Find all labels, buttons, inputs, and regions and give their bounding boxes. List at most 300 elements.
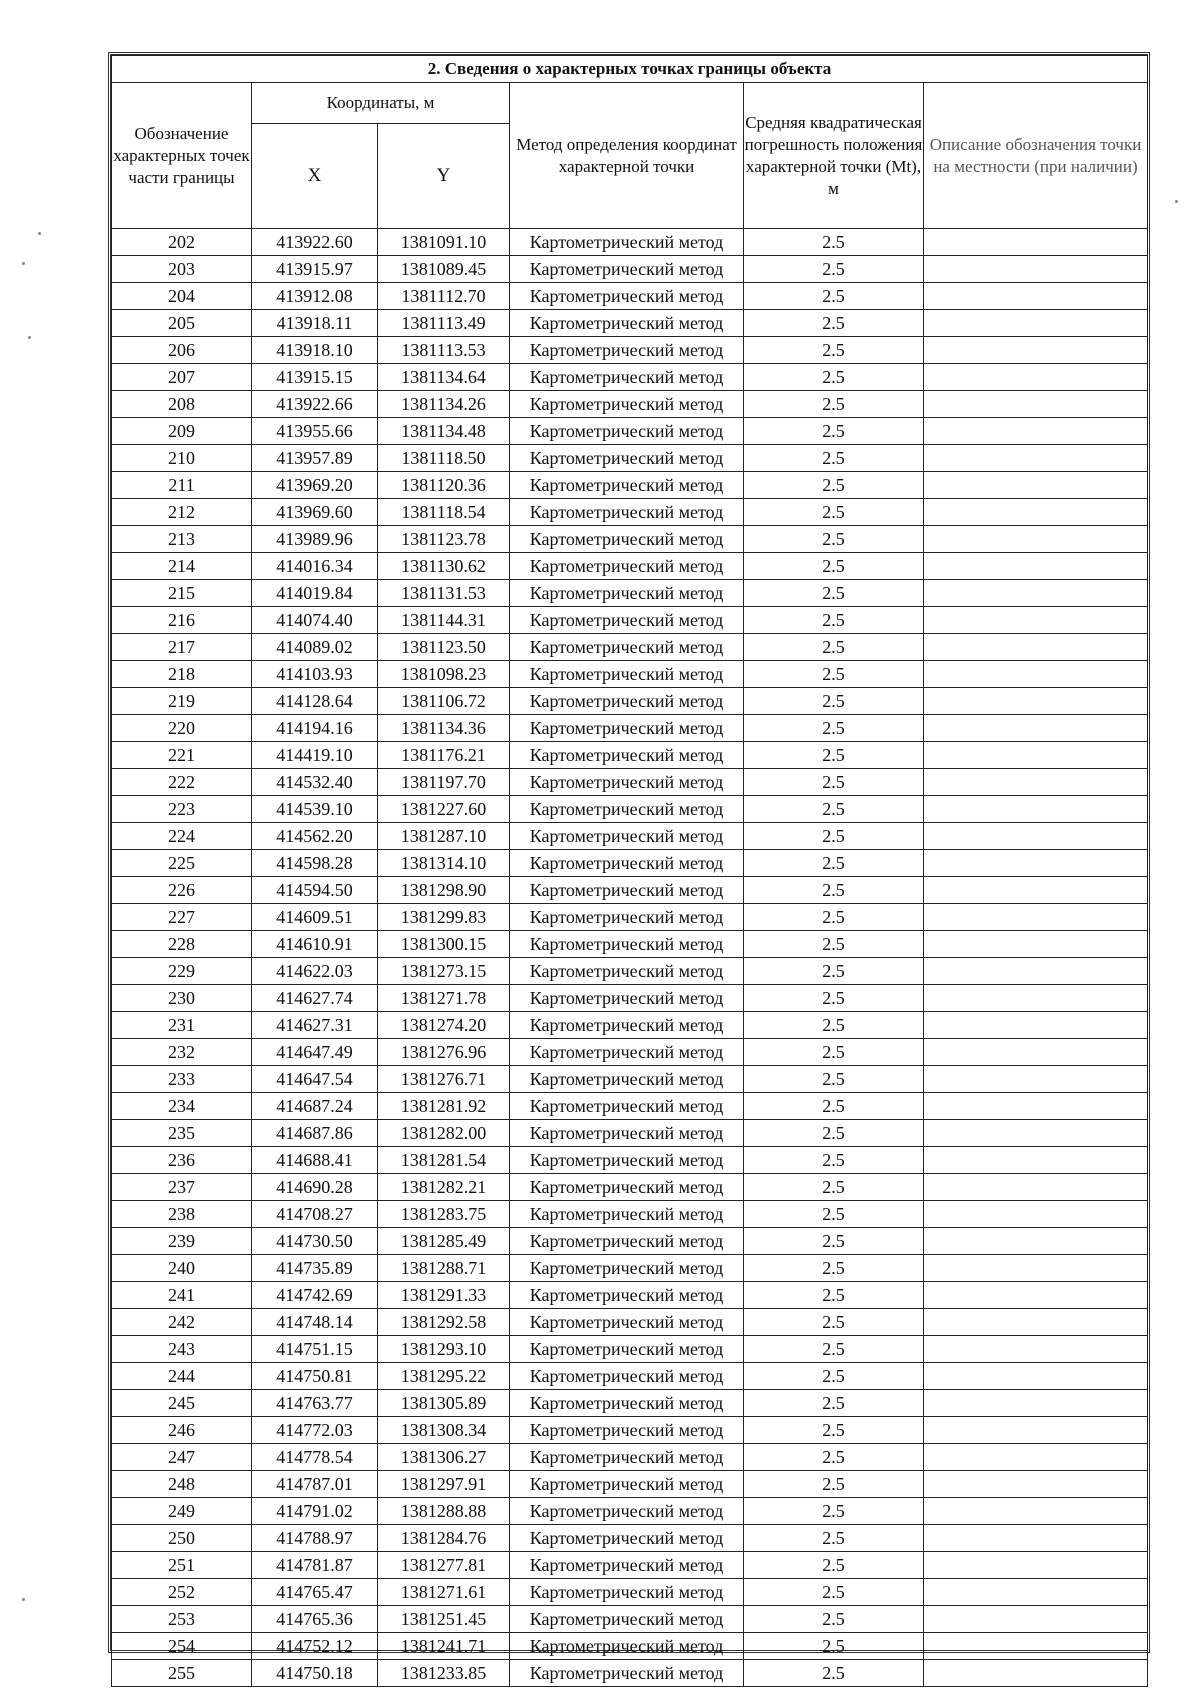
table-row bbox=[112, 1390, 1148, 1417]
method-cell: Картометрический метод bbox=[510, 1471, 744, 1498]
table-row bbox=[112, 850, 1148, 877]
y-coordinate-cell: 1381134.64 bbox=[378, 364, 510, 391]
x-coordinate-cell: 414788.97 bbox=[252, 1525, 378, 1552]
method-cell: Картометрический метод bbox=[510, 580, 744, 607]
method-cell: Картометрический метод bbox=[510, 1525, 744, 1552]
y-coordinate-cell: 1381295.22 bbox=[378, 1363, 510, 1390]
description-cell bbox=[924, 607, 1148, 634]
y-coordinate-cell: 1381118.54 bbox=[378, 499, 510, 526]
method-cell: Картометрический метод bbox=[510, 769, 744, 796]
method-cell: Картометрический метод bbox=[510, 1228, 744, 1255]
point-number-cell: 219 bbox=[112, 688, 252, 715]
point-number-cell: 233 bbox=[112, 1066, 252, 1093]
method-cell: Картометрический метод bbox=[510, 985, 744, 1012]
y-coordinate-cell: 1381276.96 bbox=[378, 1039, 510, 1066]
description-cell bbox=[924, 1120, 1148, 1147]
point-number-cell: 207 bbox=[112, 364, 252, 391]
y-coordinate-cell: 1381288.88 bbox=[378, 1498, 510, 1525]
y-coordinate-cell: 1381233.85 bbox=[378, 1660, 510, 1687]
x-coordinate-cell: 414627.74 bbox=[252, 985, 378, 1012]
accuracy-cell: 2.5 bbox=[744, 1066, 924, 1093]
accuracy-cell: 2.5 bbox=[744, 823, 924, 850]
table-row bbox=[112, 1174, 1148, 1201]
x-coordinate-cell: 414610.91 bbox=[252, 931, 378, 958]
description-cell bbox=[924, 1471, 1148, 1498]
method-cell: Картометрический метод bbox=[510, 256, 744, 283]
accuracy-cell: 2.5 bbox=[744, 1390, 924, 1417]
description-cell bbox=[924, 1363, 1148, 1390]
table-row bbox=[112, 445, 1148, 472]
method-cell: Картометрический метод bbox=[510, 391, 744, 418]
x-coordinate-cell: 414781.87 bbox=[252, 1552, 378, 1579]
table-row bbox=[112, 931, 1148, 958]
accuracy-cell: 2.5 bbox=[744, 229, 924, 256]
header-designation: Обозначение характерных точек части границы bbox=[112, 83, 252, 229]
point-number-cell: 229 bbox=[112, 958, 252, 985]
x-coordinate-cell: 414772.03 bbox=[252, 1417, 378, 1444]
table-row bbox=[112, 1633, 1148, 1660]
y-coordinate-cell: 1381113.53 bbox=[378, 337, 510, 364]
description-cell bbox=[924, 229, 1148, 256]
scan-mark bbox=[28, 336, 31, 339]
accuracy-cell: 2.5 bbox=[744, 904, 924, 931]
method-cell: Картометрический метод bbox=[510, 1147, 744, 1174]
description-cell bbox=[924, 688, 1148, 715]
table-row bbox=[112, 391, 1148, 418]
accuracy-cell: 2.5 bbox=[744, 526, 924, 553]
y-coordinate-cell: 1381273.15 bbox=[378, 958, 510, 985]
point-number-cell: 240 bbox=[112, 1255, 252, 1282]
accuracy-cell: 2.5 bbox=[744, 1363, 924, 1390]
accuracy-cell: 2.5 bbox=[744, 1282, 924, 1309]
table-row bbox=[112, 1201, 1148, 1228]
method-cell: Картометрический метод bbox=[510, 1336, 744, 1363]
method-cell: Картометрический метод bbox=[510, 283, 744, 310]
description-cell bbox=[924, 1498, 1148, 1525]
method-cell: Картометрический метод bbox=[510, 850, 744, 877]
y-coordinate-cell: 1381176.21 bbox=[378, 742, 510, 769]
table-row bbox=[112, 688, 1148, 715]
method-cell: Картометрический метод bbox=[510, 1201, 744, 1228]
point-number-cell: 244 bbox=[112, 1363, 252, 1390]
accuracy-cell: 2.5 bbox=[744, 418, 924, 445]
point-number-cell: 222 bbox=[112, 769, 252, 796]
table-row bbox=[112, 1552, 1148, 1579]
accuracy-cell: 2.5 bbox=[744, 634, 924, 661]
table-row bbox=[112, 1120, 1148, 1147]
table-row bbox=[112, 1066, 1148, 1093]
x-coordinate-cell: 414128.64 bbox=[252, 688, 378, 715]
accuracy-cell: 2.5 bbox=[744, 310, 924, 337]
description-cell bbox=[924, 1255, 1148, 1282]
x-coordinate-cell: 414708.27 bbox=[252, 1201, 378, 1228]
table-row bbox=[112, 1363, 1148, 1390]
description-cell bbox=[924, 445, 1148, 472]
table-row bbox=[112, 472, 1148, 499]
description-cell bbox=[924, 796, 1148, 823]
accuracy-cell: 2.5 bbox=[744, 580, 924, 607]
y-coordinate-cell: 1381271.78 bbox=[378, 985, 510, 1012]
x-coordinate-cell: 413922.66 bbox=[252, 391, 378, 418]
table-body bbox=[112, 229, 1148, 1687]
description-cell bbox=[924, 1444, 1148, 1471]
y-coordinate-cell: 1381284.76 bbox=[378, 1525, 510, 1552]
table-row bbox=[112, 1525, 1148, 1552]
method-cell: Картометрический метод bbox=[510, 1309, 744, 1336]
description-cell bbox=[924, 553, 1148, 580]
x-coordinate-cell: 414562.20 bbox=[252, 823, 378, 850]
scan-mark bbox=[22, 262, 25, 265]
x-coordinate-cell: 413957.89 bbox=[252, 445, 378, 472]
point-number-cell: 205 bbox=[112, 310, 252, 337]
description-cell bbox=[924, 1633, 1148, 1660]
point-number-cell: 208 bbox=[112, 391, 252, 418]
method-cell: Картометрический метод bbox=[510, 499, 744, 526]
x-coordinate-cell: 414687.86 bbox=[252, 1120, 378, 1147]
accuracy-cell: 2.5 bbox=[744, 1525, 924, 1552]
point-number-cell: 211 bbox=[112, 472, 252, 499]
method-cell: Картометрический метод bbox=[510, 715, 744, 742]
description-cell bbox=[924, 310, 1148, 337]
table-row bbox=[112, 1579, 1148, 1606]
description-cell bbox=[924, 1579, 1148, 1606]
accuracy-cell: 2.5 bbox=[744, 1579, 924, 1606]
point-number-cell: 220 bbox=[112, 715, 252, 742]
point-number-cell: 221 bbox=[112, 742, 252, 769]
y-coordinate-cell: 1381281.92 bbox=[378, 1093, 510, 1120]
description-cell bbox=[924, 1417, 1148, 1444]
description-cell bbox=[924, 1066, 1148, 1093]
table-row bbox=[112, 418, 1148, 445]
accuracy-cell: 2.5 bbox=[744, 985, 924, 1012]
x-coordinate-cell: 414622.03 bbox=[252, 958, 378, 985]
description-cell bbox=[924, 283, 1148, 310]
method-cell: Картометрический метод bbox=[510, 904, 744, 931]
method-cell: Картометрический метод bbox=[510, 634, 744, 661]
accuracy-cell: 2.5 bbox=[744, 769, 924, 796]
table-row bbox=[112, 337, 1148, 364]
method-cell: Картометрический метод bbox=[510, 877, 744, 904]
y-coordinate-cell: 1381298.90 bbox=[378, 877, 510, 904]
table-row bbox=[112, 1417, 1148, 1444]
y-coordinate-cell: 1381113.49 bbox=[378, 310, 510, 337]
point-number-cell: 228 bbox=[112, 931, 252, 958]
x-coordinate-cell: 414539.10 bbox=[252, 796, 378, 823]
accuracy-cell: 2.5 bbox=[744, 1120, 924, 1147]
method-cell: Картометрический метод bbox=[510, 1174, 744, 1201]
accuracy-cell: 2.5 bbox=[744, 958, 924, 985]
table-row bbox=[112, 283, 1148, 310]
method-cell: Картометрический метод bbox=[510, 310, 744, 337]
table-row bbox=[112, 769, 1148, 796]
point-number-cell: 224 bbox=[112, 823, 252, 850]
x-coordinate-cell: 414690.28 bbox=[252, 1174, 378, 1201]
x-coordinate-cell: 414765.36 bbox=[252, 1606, 378, 1633]
table-row bbox=[112, 553, 1148, 580]
x-coordinate-cell: 414627.31 bbox=[252, 1012, 378, 1039]
accuracy-cell: 2.5 bbox=[744, 1228, 924, 1255]
point-number-cell: 237 bbox=[112, 1174, 252, 1201]
point-number-cell: 204 bbox=[112, 283, 252, 310]
accuracy-cell: 2.5 bbox=[744, 1012, 924, 1039]
y-coordinate-cell: 1381292.58 bbox=[378, 1309, 510, 1336]
point-number-cell: 248 bbox=[112, 1471, 252, 1498]
accuracy-cell: 2.5 bbox=[744, 1255, 924, 1282]
y-coordinate-cell: 1381308.34 bbox=[378, 1417, 510, 1444]
x-coordinate-cell: 414647.49 bbox=[252, 1039, 378, 1066]
point-number-cell: 225 bbox=[112, 850, 252, 877]
y-coordinate-cell: 1381091.10 bbox=[378, 229, 510, 256]
y-coordinate-cell: 1381130.62 bbox=[378, 553, 510, 580]
table-row bbox=[112, 1309, 1148, 1336]
accuracy-cell: 2.5 bbox=[744, 1201, 924, 1228]
y-coordinate-cell: 1381300.15 bbox=[378, 931, 510, 958]
header-accuracy: Средняя квадратическая погрешность положения характерной точки (Mt), м bbox=[744, 83, 924, 229]
y-coordinate-cell: 1381287.10 bbox=[378, 823, 510, 850]
description-cell bbox=[924, 715, 1148, 742]
description-cell bbox=[924, 1147, 1148, 1174]
x-coordinate-cell: 413922.60 bbox=[252, 229, 378, 256]
table-row bbox=[112, 958, 1148, 985]
header-method: Метод определения координат характерной точки bbox=[510, 83, 744, 229]
y-coordinate-cell: 1381197.70 bbox=[378, 769, 510, 796]
method-cell: Картометрический метод bbox=[510, 1552, 744, 1579]
x-coordinate-cell: 414016.34 bbox=[252, 553, 378, 580]
point-number-cell: 246 bbox=[112, 1417, 252, 1444]
accuracy-cell: 2.5 bbox=[744, 688, 924, 715]
accuracy-cell: 2.5 bbox=[744, 1309, 924, 1336]
method-cell: Картометрический метод bbox=[510, 1633, 744, 1660]
table-row bbox=[112, 256, 1148, 283]
description-cell bbox=[924, 1606, 1148, 1633]
description-cell bbox=[924, 1552, 1148, 1579]
description-cell bbox=[924, 877, 1148, 904]
accuracy-cell: 2.5 bbox=[744, 1471, 924, 1498]
method-cell: Картометрический метод bbox=[510, 418, 744, 445]
point-number-cell: 252 bbox=[112, 1579, 252, 1606]
accuracy-cell: 2.5 bbox=[744, 1444, 924, 1471]
description-cell bbox=[924, 472, 1148, 499]
method-cell: Картометрический метод bbox=[510, 1039, 744, 1066]
description-cell bbox=[924, 958, 1148, 985]
x-coordinate-cell: 414532.40 bbox=[252, 769, 378, 796]
y-coordinate-cell: 1381276.71 bbox=[378, 1066, 510, 1093]
x-coordinate-cell: 414763.77 bbox=[252, 1390, 378, 1417]
y-coordinate-cell: 1381306.27 bbox=[378, 1444, 510, 1471]
boundary-points-table bbox=[111, 55, 1148, 1687]
table-row bbox=[112, 1336, 1148, 1363]
y-coordinate-cell: 1381134.26 bbox=[378, 391, 510, 418]
accuracy-cell: 2.5 bbox=[744, 877, 924, 904]
method-cell: Картометрический метод bbox=[510, 1579, 744, 1606]
point-number-cell: 210 bbox=[112, 445, 252, 472]
method-cell: Картометрический метод bbox=[510, 1255, 744, 1282]
accuracy-cell: 2.5 bbox=[744, 1498, 924, 1525]
description-cell bbox=[924, 1039, 1148, 1066]
description-cell bbox=[924, 850, 1148, 877]
description-cell bbox=[924, 337, 1148, 364]
method-cell: Картометрический метод bbox=[510, 796, 744, 823]
point-number-cell: 232 bbox=[112, 1039, 252, 1066]
accuracy-cell: 2.5 bbox=[744, 256, 924, 283]
x-coordinate-cell: 414748.14 bbox=[252, 1309, 378, 1336]
x-coordinate-cell: 414742.69 bbox=[252, 1282, 378, 1309]
accuracy-cell: 2.5 bbox=[744, 661, 924, 688]
y-coordinate-cell: 1381314.10 bbox=[378, 850, 510, 877]
y-coordinate-cell: 1381291.33 bbox=[378, 1282, 510, 1309]
y-coordinate-cell: 1381134.48 bbox=[378, 418, 510, 445]
header-coordinates: Координаты, м bbox=[252, 83, 510, 124]
point-number-cell: 249 bbox=[112, 1498, 252, 1525]
y-coordinate-cell: 1381297.91 bbox=[378, 1471, 510, 1498]
point-number-cell: 238 bbox=[112, 1201, 252, 1228]
table-row bbox=[112, 1282, 1148, 1309]
point-number-cell: 218 bbox=[112, 661, 252, 688]
method-cell: Картометрический метод bbox=[510, 742, 744, 769]
point-number-cell: 243 bbox=[112, 1336, 252, 1363]
y-coordinate-cell: 1381281.54 bbox=[378, 1147, 510, 1174]
description-cell bbox=[924, 661, 1148, 688]
point-number-cell: 236 bbox=[112, 1147, 252, 1174]
scan-mark bbox=[38, 232, 41, 235]
accuracy-cell: 2.5 bbox=[744, 931, 924, 958]
accuracy-cell: 2.5 bbox=[744, 1093, 924, 1120]
accuracy-cell: 2.5 bbox=[744, 1336, 924, 1363]
x-coordinate-cell: 414752.12 bbox=[252, 1633, 378, 1660]
method-cell: Картометрический метод bbox=[510, 1660, 744, 1687]
table-row bbox=[112, 310, 1148, 337]
accuracy-cell: 2.5 bbox=[744, 1417, 924, 1444]
point-number-cell: 242 bbox=[112, 1309, 252, 1336]
point-number-cell: 251 bbox=[112, 1552, 252, 1579]
table-row bbox=[112, 1660, 1148, 1687]
description-cell bbox=[924, 1390, 1148, 1417]
point-number-cell: 216 bbox=[112, 607, 252, 634]
point-number-cell: 227 bbox=[112, 904, 252, 931]
point-number-cell: 254 bbox=[112, 1633, 252, 1660]
scan-mark bbox=[22, 1598, 25, 1601]
accuracy-cell: 2.5 bbox=[744, 283, 924, 310]
table-row bbox=[112, 607, 1148, 634]
table-row bbox=[112, 1471, 1148, 1498]
table-row bbox=[112, 1147, 1148, 1174]
accuracy-cell: 2.5 bbox=[744, 553, 924, 580]
table-row bbox=[112, 985, 1148, 1012]
x-coordinate-cell: 414647.54 bbox=[252, 1066, 378, 1093]
x-coordinate-cell: 413912.08 bbox=[252, 283, 378, 310]
x-coordinate-cell: 414687.24 bbox=[252, 1093, 378, 1120]
point-number-cell: 223 bbox=[112, 796, 252, 823]
section-title: 2. Сведения о характерных точках границы объекта bbox=[112, 56, 1148, 83]
description-cell bbox=[924, 364, 1148, 391]
point-number-cell: 215 bbox=[112, 580, 252, 607]
point-number-cell: 239 bbox=[112, 1228, 252, 1255]
point-number-cell: 231 bbox=[112, 1012, 252, 1039]
method-cell: Картометрический метод bbox=[510, 688, 744, 715]
x-coordinate-cell: 414791.02 bbox=[252, 1498, 378, 1525]
y-coordinate-cell: 1381285.49 bbox=[378, 1228, 510, 1255]
y-coordinate-cell: 1381282.21 bbox=[378, 1174, 510, 1201]
accuracy-cell: 2.5 bbox=[744, 742, 924, 769]
description-cell bbox=[924, 418, 1148, 445]
x-coordinate-cell: 414688.41 bbox=[252, 1147, 378, 1174]
scan-mark bbox=[1175, 200, 1178, 203]
accuracy-cell: 2.5 bbox=[744, 1039, 924, 1066]
method-cell: Картометрический метод bbox=[510, 823, 744, 850]
accuracy-cell: 2.5 bbox=[744, 337, 924, 364]
method-cell: Картометрический метод bbox=[510, 661, 744, 688]
x-coordinate-cell: 413955.66 bbox=[252, 418, 378, 445]
x-coordinate-cell: 414787.01 bbox=[252, 1471, 378, 1498]
accuracy-cell: 2.5 bbox=[744, 1660, 924, 1687]
y-coordinate-cell: 1381282.00 bbox=[378, 1120, 510, 1147]
table-row bbox=[112, 796, 1148, 823]
table-row bbox=[112, 742, 1148, 769]
x-coordinate-cell: 414194.16 bbox=[252, 715, 378, 742]
description-cell bbox=[924, 769, 1148, 796]
description-cell bbox=[924, 742, 1148, 769]
description-cell bbox=[924, 1660, 1148, 1687]
y-coordinate-cell: 1381089.45 bbox=[378, 256, 510, 283]
x-coordinate-cell: 414103.93 bbox=[252, 661, 378, 688]
x-coordinate-cell: 413969.20 bbox=[252, 472, 378, 499]
description-cell bbox=[924, 391, 1148, 418]
point-number-cell: 235 bbox=[112, 1120, 252, 1147]
method-cell: Картометрический метод bbox=[510, 1120, 744, 1147]
y-coordinate-cell: 1381144.31 bbox=[378, 607, 510, 634]
point-number-cell: 213 bbox=[112, 526, 252, 553]
table-row bbox=[112, 1606, 1148, 1633]
description-cell bbox=[924, 1525, 1148, 1552]
y-coordinate-cell: 1381118.50 bbox=[378, 445, 510, 472]
table-row bbox=[112, 499, 1148, 526]
point-number-cell: 247 bbox=[112, 1444, 252, 1471]
accuracy-cell: 2.5 bbox=[744, 1552, 924, 1579]
x-coordinate-cell: 414019.84 bbox=[252, 580, 378, 607]
accuracy-cell: 2.5 bbox=[744, 364, 924, 391]
accuracy-cell: 2.5 bbox=[744, 499, 924, 526]
method-cell: Картометрический метод bbox=[510, 1606, 744, 1633]
method-cell: Картометрический метод bbox=[510, 526, 744, 553]
method-cell: Картометрический метод bbox=[510, 472, 744, 499]
method-cell: Картометрический метод bbox=[510, 364, 744, 391]
x-coordinate-cell: 413918.10 bbox=[252, 337, 378, 364]
table-row bbox=[112, 1012, 1148, 1039]
description-cell bbox=[924, 634, 1148, 661]
point-number-cell: 226 bbox=[112, 877, 252, 904]
table-row bbox=[112, 823, 1148, 850]
description-cell bbox=[924, 580, 1148, 607]
method-cell: Картометрический метод bbox=[510, 1444, 744, 1471]
description-cell bbox=[924, 1282, 1148, 1309]
description-cell bbox=[924, 1174, 1148, 1201]
y-coordinate-cell: 1381305.89 bbox=[378, 1390, 510, 1417]
point-number-cell: 250 bbox=[112, 1525, 252, 1552]
point-number-cell: 245 bbox=[112, 1390, 252, 1417]
y-coordinate-cell: 1381251.45 bbox=[378, 1606, 510, 1633]
description-cell bbox=[924, 1228, 1148, 1255]
point-number-cell: 212 bbox=[112, 499, 252, 526]
accuracy-cell: 2.5 bbox=[744, 1147, 924, 1174]
method-cell: Картометрический метод bbox=[510, 445, 744, 472]
y-coordinate-cell: 1381131.53 bbox=[378, 580, 510, 607]
description-cell bbox=[924, 823, 1148, 850]
table-row bbox=[112, 661, 1148, 688]
y-coordinate-cell: 1381274.20 bbox=[378, 1012, 510, 1039]
y-coordinate-cell: 1381106.72 bbox=[378, 688, 510, 715]
description-cell bbox=[924, 256, 1148, 283]
accuracy-cell: 2.5 bbox=[744, 472, 924, 499]
